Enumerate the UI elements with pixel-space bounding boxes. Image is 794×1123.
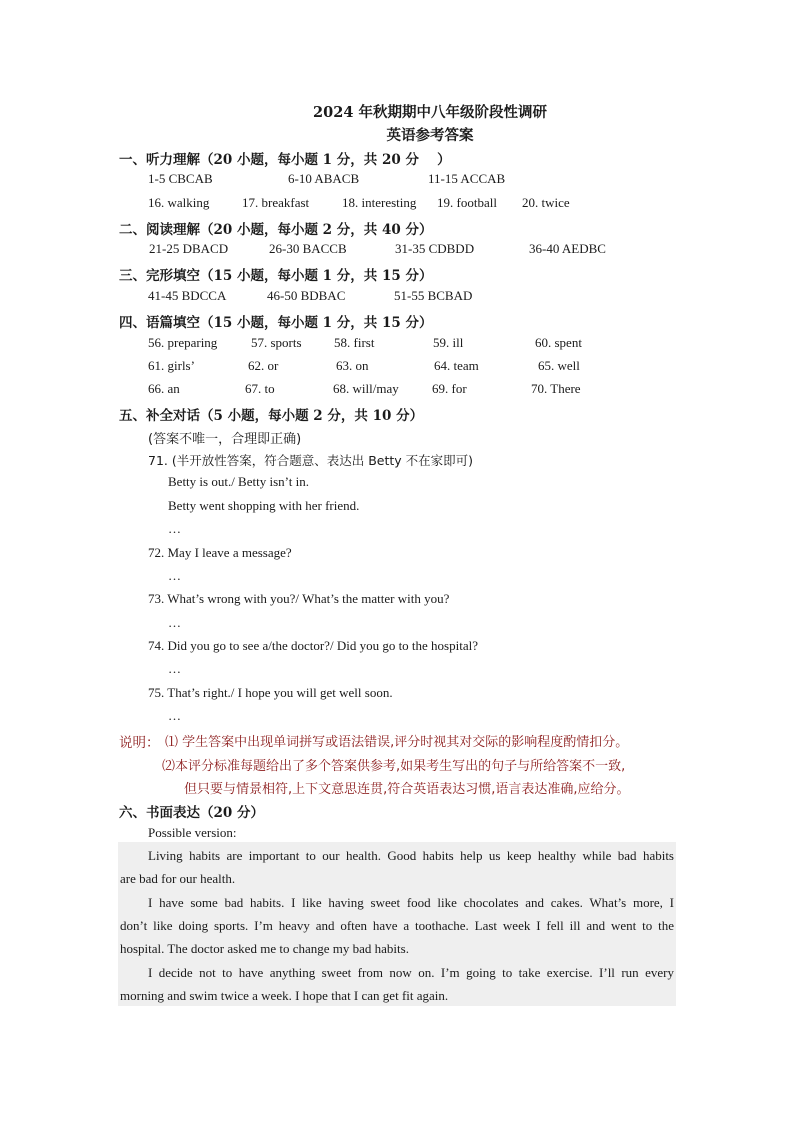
answer-item: 66. an (148, 381, 180, 396)
answer-item: 19. football (437, 195, 497, 210)
q74: 74. Did you go to see a/the doctor?/ Did you go to the hospital? (148, 638, 478, 653)
essay-line: Living habits are important to our health. Good habits help us keep healthy while bad habits (148, 848, 674, 863)
q71: 71. (半开放性答案，符合题意、表达出 Betty 不在家即可) (148, 453, 474, 468)
dialogue-note: (答案不唯一，合理即正确) (148, 432, 302, 447)
essay-line: morning and swim twice a week. I hope that I can get fit again. (120, 988, 449, 1003)
page-title: 2024 年秋期期中八年级阶段性调研 (313, 104, 547, 121)
ellipsis: … (168, 615, 181, 630)
q73: 73. What’s wrong with you?/ What’s the matter with you? (148, 591, 450, 606)
answer-item: 6-10 ABACB (288, 171, 360, 186)
answer-item: 67. to (245, 381, 275, 396)
answer-item: 60. spent (535, 335, 582, 350)
answer-item: 68. will/may (333, 381, 399, 396)
q72: 72. May I leave a message? (148, 545, 292, 560)
answer-item: 20. twice (522, 195, 570, 210)
answer-item: 18. interesting (342, 195, 417, 210)
essay-line: are bad for our health. (120, 871, 236, 886)
essay-line: hospital. The doctor asked me to change my bad habits. (120, 941, 409, 956)
section-cloze-heading: 三、完形填空（15 小题，每小题 1 分，共 15 分） (119, 268, 433, 284)
answer-item: 16. walking (148, 195, 210, 210)
remark-3: 但只要与情景相符,上下文意思连贯,符合英语表达习惯,语言表达准确,应给分。 (184, 782, 630, 797)
section-writing-heading: 六、书面表达（20 分） (119, 805, 264, 821)
answer-item: 46-50 BDBAC (267, 288, 346, 303)
remarks-label: 说明： (119, 735, 160, 751)
answer-item: 65. well (538, 358, 580, 373)
answer-item: 69. for (432, 381, 467, 396)
possible-version-label: Possible version: (148, 825, 237, 840)
ellipsis: … (168, 661, 181, 676)
answer-item: 59. ill (433, 335, 464, 350)
answer-item: 17. breakfast (242, 195, 310, 210)
section-passage-fill-heading: 四、语篇填空（15 小题，每小题 1 分，共 15 分） (119, 315, 433, 331)
remark-1: ⑴ 学生答案中出现单词拼写或语法错误,评分时视其对交际的影响程度酌情扣分。 (165, 735, 629, 750)
essay-line: I decide not to have anything sweet from now on. I’m going to take exercise. I’ll run every (148, 965, 674, 980)
ellipsis: … (168, 521, 181, 536)
answer-item: 62. or (248, 358, 279, 373)
answer-item: 57. sports (251, 335, 302, 350)
answer-item: 58. first (334, 335, 375, 350)
q71-answer-b: Betty went shopping with her friend. (168, 498, 360, 513)
answer-item: 36-40 AEDBC (529, 241, 606, 256)
answer-item: 56. preparing (148, 335, 218, 350)
answer-item: 63. on (336, 358, 369, 373)
answer-item: 21-25 DBACD (149, 241, 229, 256)
ellipsis: … (168, 708, 181, 723)
q71-answer-a: Betty is out./ Betty isn’t in. (168, 474, 309, 489)
section-dialogue-heading: 五、补全对话（5 小题，每小题 2 分，共 10 分） (119, 408, 424, 424)
q75: 75. That’s right./ I hope you will get well soon. (148, 685, 393, 700)
answer-item: 1-5 CBCAB (148, 171, 213, 186)
answer-item: 26-30 BACCB (269, 241, 347, 256)
answer-item: 31-35 CDBDD (395, 241, 475, 256)
answer-item: 64. team (434, 358, 479, 373)
essay-line: don’t like doing sports. I’m heavy and often have a toothache. Last week I fell ill and went to the (120, 918, 674, 933)
essay-line: I have some bad habits. I like having sweet food like chocolates and cakes. What’s more, I (148, 895, 674, 910)
page-subtitle: 英语参考答案 (386, 127, 474, 144)
answer-item: 11-15 ACCAB (428, 171, 506, 186)
answer-item: 61. girls’ (148, 358, 195, 373)
remark-2: ⑵本评分标准每题给出了多个答案供参考,如果考生写出的句子与所给答案不一致, (162, 759, 626, 774)
answer-item: 70. There (531, 381, 581, 396)
answer-item: 41-45 BDCCA (148, 288, 227, 303)
section-reading-heading: 二、阅读理解（20 小题，每小题 2 分，共 40 分） (119, 222, 433, 238)
answer-item: 51-55 BCBAD (394, 288, 473, 303)
ellipsis: … (168, 568, 181, 583)
section-listening-heading: 一、听力理解（20 小题，每小题 1 分，共 20 分 ） (119, 152, 451, 168)
